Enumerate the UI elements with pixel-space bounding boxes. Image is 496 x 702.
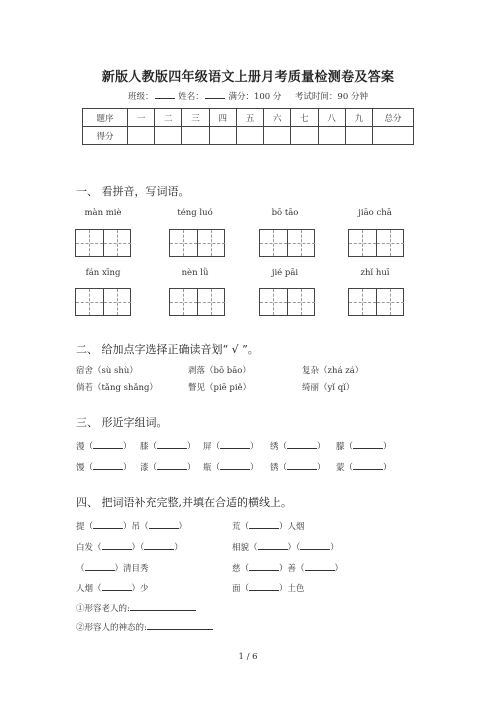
char: 锈 [270, 463, 279, 473]
char: 朦 [336, 442, 345, 452]
score-header-cell: 三 [182, 109, 209, 127]
text: ）土色 [279, 584, 305, 594]
word-item[interactable]: 锈（ ） [270, 463, 326, 473]
text: 白发（ [76, 543, 102, 553]
answer-blank[interactable] [249, 582, 279, 591]
word-item[interactable]: 屏（ ） [203, 442, 259, 452]
question-text: ①形容老人的: [76, 604, 130, 614]
name-blank [205, 90, 225, 99]
writing-grid[interactable] [259, 229, 315, 257]
answer-line[interactable] [130, 602, 196, 611]
score-cell[interactable] [291, 127, 318, 145]
question-1[interactable] [76, 602, 196, 614]
question-text: ②形容人的神态的: [76, 623, 147, 633]
char: 漆 [140, 463, 149, 473]
writing-grid[interactable] [348, 229, 404, 257]
answer-blank[interactable] [93, 461, 123, 470]
answer-blank[interactable] [149, 520, 179, 529]
word-item[interactable]: 绣（ ） [270, 442, 326, 452]
score-header-cell: 九 [345, 109, 372, 127]
document-title: 新版人教版四年级语文上册月考质量检测卷及答案 [101, 70, 395, 85]
answer-blank[interactable] [157, 440, 187, 449]
reading-item[interactable]: 绮丽（yǐ qǐ） [302, 383, 355, 393]
char: 馒 [76, 463, 85, 473]
score-header-cell: 题序 [83, 109, 128, 127]
answer-blank[interactable] [220, 440, 250, 449]
char: 绣 [270, 442, 279, 452]
pinyin-label: fán xīng [85, 268, 121, 278]
writing-grid[interactable] [75, 229, 131, 257]
answer-blank[interactable] [220, 461, 250, 470]
text: ）善（ [279, 564, 305, 574]
score-cell[interactable] [209, 127, 236, 145]
char: 瓶 [203, 463, 212, 473]
pinyin-label: bō tāo [271, 208, 299, 218]
text: ） [174, 543, 183, 553]
word-item[interactable]: 漫（ ） [76, 442, 132, 452]
pinyin-label: téng luó [177, 208, 213, 218]
score-header-cell: 五 [236, 109, 263, 127]
score-header-cell: 七 [291, 109, 318, 127]
text: ） [178, 522, 188, 532]
score-header-row [83, 109, 414, 127]
word-item[interactable]: 膝（ ） [140, 442, 196, 452]
answer-blank[interactable] [85, 562, 115, 571]
section-4-heading: 四、 把词语补充完整,并填在合适的横线上。 [76, 496, 292, 509]
answer-blank[interactable] [102, 541, 132, 550]
answer-blank[interactable] [287, 440, 317, 449]
idiom-item[interactable] [76, 562, 149, 574]
answer-blank[interactable] [353, 440, 383, 449]
answer-blank[interactable] [93, 520, 123, 529]
text: 提（ [76, 522, 94, 532]
reading-item[interactable]: 剥落（bō bāo） [188, 366, 251, 376]
text: ）（ [287, 543, 301, 553]
pinyin-label: màn miè [84, 208, 122, 218]
score-cell[interactable] [318, 127, 345, 145]
text: ）（ [131, 543, 145, 553]
pinyin-label: jié pāi [271, 268, 299, 278]
word-item[interactable]: 漆（ ） [140, 463, 196, 473]
char: 膝 [140, 442, 149, 452]
char: 蒙 [336, 463, 345, 473]
score-cell[interactable] [236, 127, 263, 145]
word-item[interactable]: 馒（ ） [76, 463, 132, 473]
idiom-item[interactable] [76, 520, 187, 532]
idiom-item[interactable] [232, 520, 305, 532]
text: 人烟（ [76, 584, 102, 594]
text: ）清目秀 [114, 564, 149, 574]
text: ）少 [131, 584, 149, 594]
text: ）人烟 [279, 522, 305, 532]
page-number: 1 / 6 [238, 652, 258, 662]
text: 慈（ [232, 564, 250, 574]
score-cell[interactable] [373, 127, 414, 145]
section-1-heading: 一、 看拼音，写词语。 [76, 185, 190, 198]
idiom-item[interactable] [232, 562, 343, 574]
word-item[interactable]: 朦（ ） [336, 442, 392, 452]
section-2-heading: 二、 给加点字选择正确读音划“ √ ”。 [76, 343, 259, 356]
score-header-cell: 四 [209, 109, 236, 127]
answer-blank[interactable] [353, 461, 383, 470]
text: ）吊（ [123, 522, 149, 532]
score-cell[interactable] [182, 127, 209, 145]
exam-time: 考试时间：90 分钟 [294, 92, 368, 102]
exam-info [0, 90, 496, 102]
reading-item[interactable]: 复杂（zhá zá） [302, 366, 364, 376]
text: ） [330, 543, 339, 553]
score-value-row [83, 127, 414, 145]
text: （ [76, 564, 85, 574]
writing-grid[interactable] [259, 288, 315, 316]
answer-blank[interactable] [93, 440, 123, 449]
char: 漫 [76, 442, 85, 452]
score-row-label: 得分 [83, 127, 128, 145]
reading-item[interactable]: 瞥见（piē piě） [188, 383, 252, 393]
char: 屏 [203, 442, 212, 452]
pinyin-label: jiāo chā [358, 208, 392, 218]
name-label: 姓名： [178, 92, 204, 102]
pinyin-label: zhǐ huī [360, 268, 390, 278]
answer-blank[interactable] [102, 582, 132, 591]
pinyin-label: nèn lǜ [181, 268, 209, 278]
answer-blank[interactable] [144, 541, 174, 550]
score-header-cell: 总分 [373, 109, 414, 127]
score-cell[interactable] [345, 127, 372, 145]
word-item[interactable]: 瓶（ ） [203, 463, 259, 473]
text: 相貌（ [232, 543, 258, 553]
reading-item[interactable]: 倘若（tǎng shǎng） [76, 383, 158, 393]
score-header-cell: 八 [318, 109, 345, 127]
reading-item[interactable]: 宿舍（sù shù） [76, 366, 138, 376]
question-2[interactable] [76, 621, 213, 633]
writing-grid[interactable] [169, 229, 225, 257]
answer-blank[interactable] [157, 461, 187, 470]
score-table [82, 108, 414, 145]
score-header-cell: 六 [264, 109, 291, 127]
idiom-item[interactable] [76, 582, 149, 594]
writing-grid[interactable] [75, 288, 131, 316]
score-cell[interactable] [264, 127, 291, 145]
answer-blank[interactable] [258, 541, 288, 550]
score-header-cell: 一 [128, 109, 155, 127]
score-cell[interactable] [128, 127, 155, 145]
idiom-item[interactable] [76, 541, 183, 553]
text: 荒（ [232, 522, 250, 532]
writing-grid[interactable] [348, 288, 404, 316]
word-item[interactable]: 蒙（ ） [336, 463, 392, 473]
writing-grid[interactable] [169, 288, 225, 316]
idiom-item[interactable] [232, 541, 339, 553]
section-3-heading: 三、 形近字组词。 [76, 416, 168, 429]
score-header-cell: 二 [155, 109, 182, 127]
class-label: 班级： [128, 92, 154, 102]
answer-blank[interactable] [249, 520, 279, 529]
answer-blank[interactable] [249, 562, 279, 571]
answer-blank[interactable] [287, 461, 317, 470]
idiom-item[interactable] [232, 582, 305, 594]
answer-blank[interactable] [300, 541, 330, 550]
score-cell[interactable] [155, 127, 182, 145]
text: ） [334, 564, 344, 574]
text: 面（ [232, 584, 250, 594]
answer-blank[interactable] [305, 562, 335, 571]
full-score: 满分：100 分 [228, 92, 282, 102]
class-blank [155, 90, 175, 99]
answer-line[interactable] [147, 621, 213, 630]
